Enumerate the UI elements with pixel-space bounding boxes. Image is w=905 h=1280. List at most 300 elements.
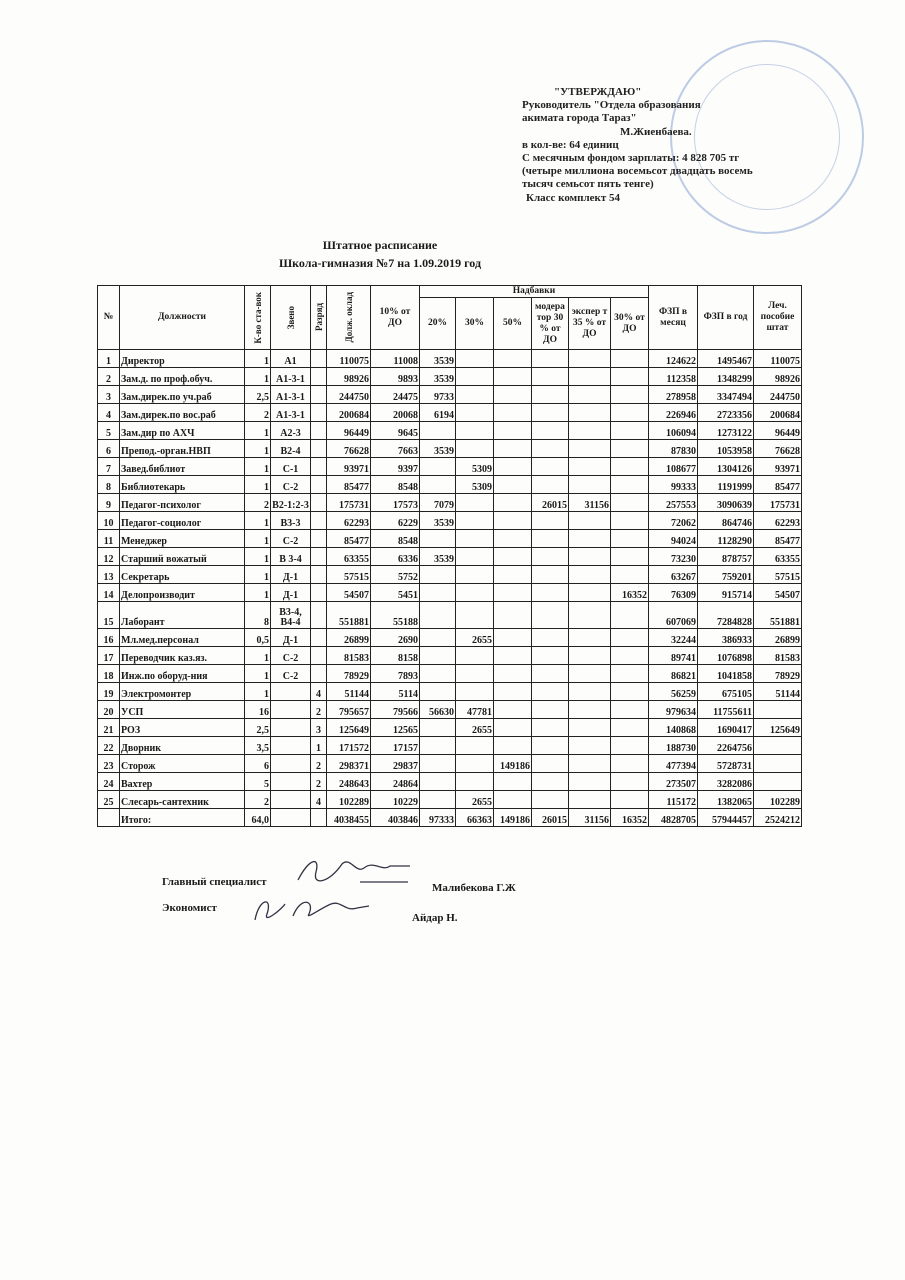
cell-exp xyxy=(569,755,611,773)
cell-a30do xyxy=(611,476,649,494)
document-title: Штатное расписание xyxy=(322,238,438,252)
header-link: Звено xyxy=(271,286,311,350)
cell-link xyxy=(271,809,311,827)
cell-n: 11 xyxy=(98,530,120,548)
cell-cnt: 2 xyxy=(245,494,271,512)
cell-link xyxy=(271,719,311,737)
cell-fm: 257553 xyxy=(649,494,698,512)
cell-fy: 3090639 xyxy=(698,494,754,512)
header-a20: 20% xyxy=(420,298,456,350)
cell-sal: 85477 xyxy=(327,530,371,548)
table-row xyxy=(98,737,802,755)
cell-sal: 125649 xyxy=(327,719,371,737)
cell-med xyxy=(754,737,802,755)
cell-a20: 3539 xyxy=(420,368,456,386)
staff-table xyxy=(97,285,802,827)
cell-a30do xyxy=(611,719,649,737)
cell-pos: РОЗ xyxy=(120,719,245,737)
approval-signer-name: М.Жиенбаева. xyxy=(620,125,692,138)
cell-n: 1 xyxy=(98,350,120,368)
cell-a30do: 16352 xyxy=(611,584,649,602)
cell-fm: 87830 xyxy=(649,440,698,458)
cell-n: 6 xyxy=(98,440,120,458)
cell-n: 17 xyxy=(98,647,120,665)
table-row xyxy=(98,476,802,494)
cell-link xyxy=(271,683,311,701)
cell-a30 xyxy=(456,773,494,791)
cell-n: 13 xyxy=(98,566,120,584)
cell-n: 12 xyxy=(98,548,120,566)
cell-pos: Зам.дир по АХЧ xyxy=(120,422,245,440)
cell-med: 244750 xyxy=(754,386,802,404)
cell-n: 16 xyxy=(98,629,120,647)
cell-n: 15 xyxy=(98,602,120,629)
cell-p10: 8158 xyxy=(371,647,420,665)
table-row xyxy=(98,701,802,719)
cell-fy: 864746 xyxy=(698,512,754,530)
cell-exp xyxy=(569,665,611,683)
cell-fm: 226946 xyxy=(649,404,698,422)
cell-a20 xyxy=(420,719,456,737)
cell-a20 xyxy=(420,602,456,629)
cell-a50 xyxy=(494,512,532,530)
cell-sal: 78929 xyxy=(327,665,371,683)
cell-cnt: 1 xyxy=(245,476,271,494)
cell-med: 85477 xyxy=(754,476,802,494)
cell-link: Д-1 xyxy=(271,566,311,584)
cell-a50 xyxy=(494,719,532,737)
cell-fm: 273507 xyxy=(649,773,698,791)
cell-a30: 2655 xyxy=(456,629,494,647)
cell-fy: 2723356 xyxy=(698,404,754,422)
cell-p10: 2690 xyxy=(371,629,420,647)
cell-cnt: 1 xyxy=(245,422,271,440)
cell-a50 xyxy=(494,458,532,476)
cell-pos: Менеджер xyxy=(120,530,245,548)
cell-exp xyxy=(569,602,611,629)
cell-med xyxy=(754,773,802,791)
cell-fy: 11755611 xyxy=(698,701,754,719)
cell-fm: 86821 xyxy=(649,665,698,683)
cell-fm: 124622 xyxy=(649,350,698,368)
cell-a30: 66363 xyxy=(456,809,494,827)
cell-cnt: 1 xyxy=(245,548,271,566)
cell-a30: 47781 xyxy=(456,701,494,719)
cell-fm: 115172 xyxy=(649,791,698,809)
header-count: К-во ста-вок xyxy=(245,286,271,350)
header-a30do: 30% от ДО xyxy=(611,298,649,350)
cell-p10: 79566 xyxy=(371,701,420,719)
cell-fm: 979634 xyxy=(649,701,698,719)
cell-a20: 9733 xyxy=(420,386,456,404)
cell-a50 xyxy=(494,701,532,719)
cell-cnt: 1 xyxy=(245,665,271,683)
cell-mod xyxy=(532,440,569,458)
cell-rank xyxy=(311,647,327,665)
cell-cnt: 5 xyxy=(245,773,271,791)
cell-mod xyxy=(532,476,569,494)
cell-pos: УСП xyxy=(120,701,245,719)
cell-cnt: 1 xyxy=(245,458,271,476)
cell-fy: 1348299 xyxy=(698,368,754,386)
cell-exp xyxy=(569,737,611,755)
cell-a30: 5309 xyxy=(456,476,494,494)
cell-fy: 1191999 xyxy=(698,476,754,494)
cell-pos: Зам.д. по проф.обуч. xyxy=(120,368,245,386)
cell-link xyxy=(271,773,311,791)
cell-a30: 5309 xyxy=(456,458,494,476)
cell-n: 7 xyxy=(98,458,120,476)
cell-sal: 76628 xyxy=(327,440,371,458)
cell-rank xyxy=(311,530,327,548)
cell-exp xyxy=(569,458,611,476)
cell-a30do xyxy=(611,647,649,665)
cell-n: 5 xyxy=(98,422,120,440)
cell-link: В3-4, В4-4 xyxy=(271,602,311,629)
header-rank: Разряд xyxy=(311,286,327,350)
cell-pos: Завед.библиот xyxy=(120,458,245,476)
cell-exp xyxy=(569,719,611,737)
cell-sal: 26899 xyxy=(327,629,371,647)
cell-fy: 1495467 xyxy=(698,350,754,368)
cell-exp xyxy=(569,548,611,566)
cell-fy: 1053958 xyxy=(698,440,754,458)
cell-link xyxy=(271,737,311,755)
header-pct10: 10% от ДО xyxy=(371,286,420,350)
cell-a30 xyxy=(456,512,494,530)
cell-a30do xyxy=(611,404,649,422)
cell-pos: Педагог-психолог xyxy=(120,494,245,512)
cell-mod xyxy=(532,683,569,701)
cell-n: 24 xyxy=(98,773,120,791)
cell-sal: 4038455 xyxy=(327,809,371,827)
cell-pos: Электромонтер xyxy=(120,683,245,701)
cell-link: А1-3-1 xyxy=(271,386,311,404)
cell-a30do xyxy=(611,737,649,755)
cell-pos: Лаборант xyxy=(120,602,245,629)
cell-fm: 112358 xyxy=(649,368,698,386)
cell-p10: 403846 xyxy=(371,809,420,827)
cell-exp xyxy=(569,404,611,422)
approval-fund-words-2: тысяч семьсот пять тенге) xyxy=(522,178,654,191)
cell-med: 200684 xyxy=(754,404,802,422)
header-expert: экспер т 35 % от ДО xyxy=(569,298,611,350)
table-row xyxy=(98,404,802,422)
cell-a50 xyxy=(494,548,532,566)
cell-rank xyxy=(311,602,327,629)
cell-link xyxy=(271,701,311,719)
cell-p10: 9645 xyxy=(371,422,420,440)
cell-a30do xyxy=(611,440,649,458)
cell-a50 xyxy=(494,683,532,701)
cell-rank: 4 xyxy=(311,683,327,701)
cell-a30do: 16352 xyxy=(611,809,649,827)
cell-a20: 6194 xyxy=(420,404,456,422)
cell-fm: 89741 xyxy=(649,647,698,665)
cell-a50 xyxy=(494,530,532,548)
table-row xyxy=(98,584,802,602)
cell-a30 xyxy=(456,665,494,683)
cell-fy: 57944457 xyxy=(698,809,754,827)
cell-med: 102289 xyxy=(754,791,802,809)
cell-p10: 24864 xyxy=(371,773,420,791)
cell-rank xyxy=(311,440,327,458)
cell-a30: 2655 xyxy=(456,791,494,809)
cell-med: 63355 xyxy=(754,548,802,566)
cell-sal: 171572 xyxy=(327,737,371,755)
cell-rank xyxy=(311,665,327,683)
cell-med: 93971 xyxy=(754,458,802,476)
approval-fund: С месячным фондом зарплаты: 4 828 705 тг xyxy=(522,152,740,165)
cell-mod xyxy=(532,737,569,755)
cell-n: 14 xyxy=(98,584,120,602)
cell-fy: 3347494 xyxy=(698,386,754,404)
cell-pos: Педагог-социолог xyxy=(120,512,245,530)
cell-mod: 26015 xyxy=(532,494,569,512)
table-row xyxy=(98,602,802,629)
cell-pos: Старший вожатый xyxy=(120,548,245,566)
cell-p10: 8548 xyxy=(371,476,420,494)
cell-pos: Сторож xyxy=(120,755,245,773)
cell-exp: 31156 xyxy=(569,494,611,512)
cell-mod xyxy=(532,755,569,773)
cell-a50 xyxy=(494,773,532,791)
cell-med: 125649 xyxy=(754,719,802,737)
cell-a50 xyxy=(494,737,532,755)
cell-a20: 7079 xyxy=(420,494,456,512)
cell-a30do xyxy=(611,683,649,701)
cell-link xyxy=(271,755,311,773)
cell-cnt: 1 xyxy=(245,683,271,701)
cell-fm: 76309 xyxy=(649,584,698,602)
cell-pos: Дворник xyxy=(120,737,245,755)
cell-fm: 4828705 xyxy=(649,809,698,827)
cell-fm: 63267 xyxy=(649,566,698,584)
cell-a30do xyxy=(611,773,649,791)
cell-a30do xyxy=(611,755,649,773)
approval-fund-words-1: (четыре миллиона восемьсот двадцать восемь xyxy=(522,165,753,178)
header-fzp-month: ФЗП в месяц xyxy=(649,286,698,350)
cell-link: С-2 xyxy=(271,665,311,683)
cell-med xyxy=(754,755,802,773)
cell-fy: 1690417 xyxy=(698,719,754,737)
cell-fm: 94024 xyxy=(649,530,698,548)
cell-a50 xyxy=(494,494,532,512)
cell-p10: 7893 xyxy=(371,665,420,683)
cell-med: 98926 xyxy=(754,368,802,386)
cell-exp xyxy=(569,512,611,530)
cell-a30 xyxy=(456,548,494,566)
cell-rank: 3 xyxy=(311,719,327,737)
cell-rank xyxy=(311,386,327,404)
cell-sal: 244750 xyxy=(327,386,371,404)
cell-a30 xyxy=(456,647,494,665)
cell-a20: 56630 xyxy=(420,701,456,719)
cell-sal: 551881 xyxy=(327,602,371,629)
cell-a50 xyxy=(494,350,532,368)
cell-sal: 200684 xyxy=(327,404,371,422)
cell-fm: 106094 xyxy=(649,422,698,440)
cell-med xyxy=(754,701,802,719)
cell-rank: 2 xyxy=(311,701,327,719)
cell-a30do xyxy=(611,368,649,386)
cell-rank xyxy=(311,404,327,422)
cell-fy: 3282086 xyxy=(698,773,754,791)
cell-rank xyxy=(311,368,327,386)
cell-exp xyxy=(569,701,611,719)
cell-a20 xyxy=(420,566,456,584)
cell-cnt: 64,0 xyxy=(245,809,271,827)
cell-n: 22 xyxy=(98,737,120,755)
table-row xyxy=(98,755,802,773)
cell-rank: 4 xyxy=(311,791,327,809)
cell-rank xyxy=(311,548,327,566)
cell-sal: 81583 xyxy=(327,647,371,665)
cell-link xyxy=(271,791,311,809)
cell-mod xyxy=(532,602,569,629)
cell-exp xyxy=(569,791,611,809)
cell-rank xyxy=(311,422,327,440)
header-fzp-year: ФЗП в год xyxy=(698,286,754,350)
cell-med: 51144 xyxy=(754,683,802,701)
cell-mod xyxy=(532,584,569,602)
cell-exp xyxy=(569,584,611,602)
cell-a20 xyxy=(420,629,456,647)
cell-mod xyxy=(532,368,569,386)
cell-n xyxy=(98,809,120,827)
chief-specialist-title: Главный специалист xyxy=(162,876,267,888)
cell-mod xyxy=(532,701,569,719)
cell-a30do xyxy=(611,566,649,584)
cell-sal: 57515 xyxy=(327,566,371,584)
cell-a50 xyxy=(494,647,532,665)
cell-a30do xyxy=(611,458,649,476)
cell-a30do xyxy=(611,629,649,647)
cell-p10: 29837 xyxy=(371,755,420,773)
cell-a20 xyxy=(420,584,456,602)
cell-a30do xyxy=(611,422,649,440)
cell-link: С-1 xyxy=(271,458,311,476)
cell-rank xyxy=(311,809,327,827)
cell-fm: 32244 xyxy=(649,629,698,647)
cell-cnt: 1 xyxy=(245,368,271,386)
cell-a20 xyxy=(420,647,456,665)
approval-count: в кол-ве: 64 единиц xyxy=(522,138,619,151)
cell-mod xyxy=(532,773,569,791)
cell-n: 25 xyxy=(98,791,120,809)
cell-mod xyxy=(532,629,569,647)
cell-a20: 3539 xyxy=(420,512,456,530)
cell-a50 xyxy=(494,791,532,809)
cell-fy: 675105 xyxy=(698,683,754,701)
cell-fy: 1273122 xyxy=(698,422,754,440)
cell-p10: 55188 xyxy=(371,602,420,629)
cell-cnt: 2 xyxy=(245,404,271,422)
chief-signature xyxy=(290,852,420,892)
approval-line2: акимата города Тараз" xyxy=(522,112,637,125)
cell-exp xyxy=(569,386,611,404)
cell-pos: Мл.мед.персонал xyxy=(120,629,245,647)
table-row xyxy=(98,566,802,584)
cell-rank xyxy=(311,566,327,584)
cell-sal: 96449 xyxy=(327,422,371,440)
cell-link: С-2 xyxy=(271,647,311,665)
cell-exp xyxy=(569,530,611,548)
cell-rank xyxy=(311,458,327,476)
header-moderator: модера тор 30 % от ДО xyxy=(532,298,569,350)
cell-fy: 1382065 xyxy=(698,791,754,809)
cell-med: 551881 xyxy=(754,602,802,629)
cell-a30 xyxy=(456,755,494,773)
cell-rank: 2 xyxy=(311,755,327,773)
cell-mod xyxy=(532,422,569,440)
cell-cnt: 6 xyxy=(245,755,271,773)
cell-exp xyxy=(569,476,611,494)
cell-rank: 2 xyxy=(311,773,327,791)
cell-a30 xyxy=(456,530,494,548)
cell-cnt: 16 xyxy=(245,701,271,719)
cell-a30do xyxy=(611,512,649,530)
cell-fy: 2264756 xyxy=(698,737,754,755)
cell-p10: 7663 xyxy=(371,440,420,458)
cell-a20 xyxy=(420,476,456,494)
cell-fy: 5728731 xyxy=(698,755,754,773)
cell-pos: Итого: xyxy=(120,809,245,827)
cell-p10: 5114 xyxy=(371,683,420,701)
cell-a20 xyxy=(420,530,456,548)
cell-sal: 51144 xyxy=(327,683,371,701)
cell-a20 xyxy=(420,791,456,809)
cell-link: А1 xyxy=(271,350,311,368)
cell-rank xyxy=(311,584,327,602)
table-row xyxy=(98,647,802,665)
cell-a50 xyxy=(494,665,532,683)
cell-cnt: 3,5 xyxy=(245,737,271,755)
cell-pos: Библиотекарь xyxy=(120,476,245,494)
cell-a30do xyxy=(611,386,649,404)
cell-a20 xyxy=(420,737,456,755)
cell-cnt: 2,5 xyxy=(245,719,271,737)
cell-a30 xyxy=(456,386,494,404)
cell-mod xyxy=(532,350,569,368)
cell-fm: 278958 xyxy=(649,386,698,404)
cell-pos: Слесарь-сантехник xyxy=(120,791,245,809)
cell-a30 xyxy=(456,404,494,422)
cell-n: 23 xyxy=(98,755,120,773)
cell-p10: 8548 xyxy=(371,530,420,548)
header-allowances: Надбавки xyxy=(420,286,649,298)
table-row xyxy=(98,629,802,647)
cell-exp xyxy=(569,773,611,791)
cell-a20: 3539 xyxy=(420,548,456,566)
table-row xyxy=(98,440,802,458)
cell-exp xyxy=(569,440,611,458)
cell-sal: 110075 xyxy=(327,350,371,368)
cell-cnt: 0,5 xyxy=(245,629,271,647)
cell-fy: 1076898 xyxy=(698,647,754,665)
cell-sal: 102289 xyxy=(327,791,371,809)
cell-a50 xyxy=(494,602,532,629)
cell-pos: Директор xyxy=(120,350,245,368)
cell-n: 20 xyxy=(98,701,120,719)
cell-fm: 99333 xyxy=(649,476,698,494)
cell-n: 8 xyxy=(98,476,120,494)
table-row xyxy=(98,386,802,404)
header-salary: Долж. оклад xyxy=(327,286,371,350)
cell-mod xyxy=(532,512,569,530)
cell-a20 xyxy=(420,458,456,476)
approval-line1: Руководитель "Отдела образования xyxy=(522,99,701,112)
